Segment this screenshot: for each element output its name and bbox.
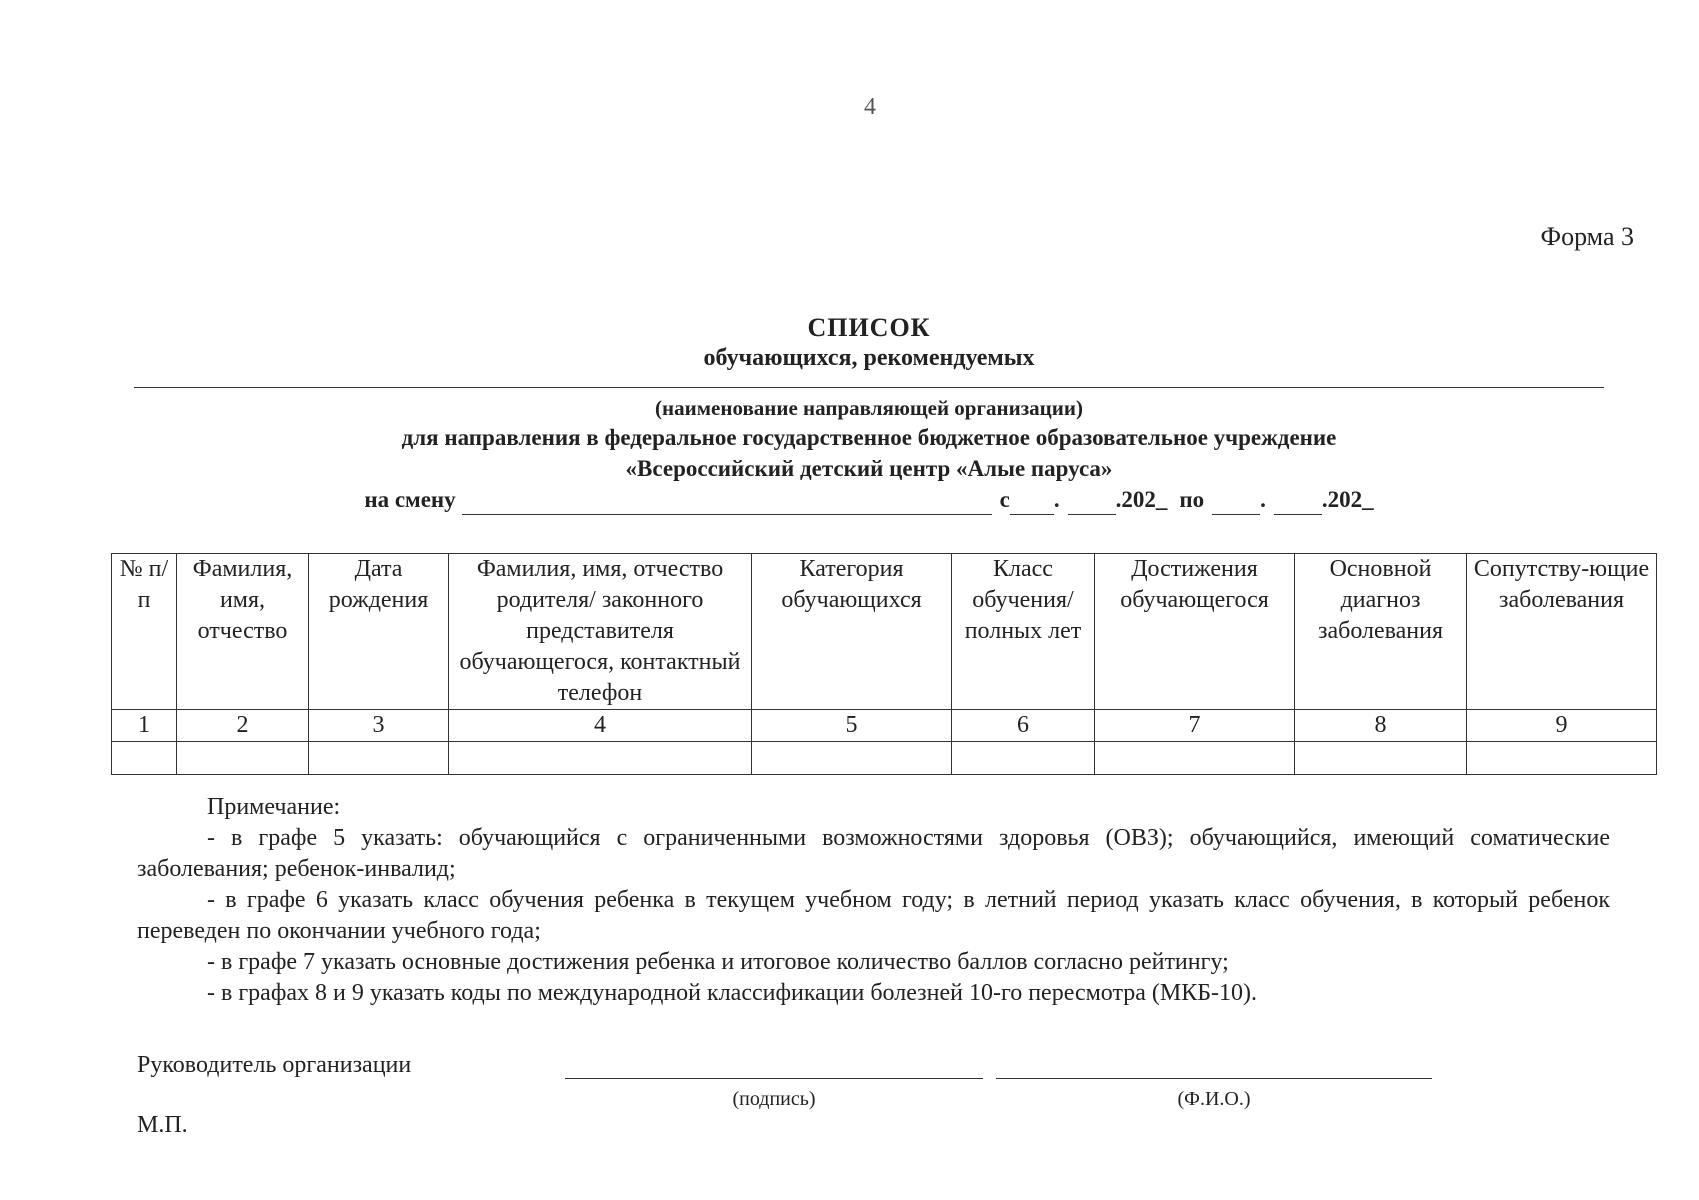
signature-block (137, 1052, 1637, 1182)
col-header-main-diagnosis: Основной диагноз заболевания (1295, 554, 1467, 710)
empty-cell (449, 742, 752, 775)
table-number-row (112, 710, 1657, 742)
table-empty-row (112, 742, 1657, 775)
shift-to-day-blank (1212, 492, 1260, 515)
col-number-cell: 9 (1467, 710, 1657, 742)
shift-row (134, 484, 1604, 515)
col-number-cell: 7 (1095, 710, 1295, 742)
signature-caption: (подпись) (732, 1088, 816, 1110)
col-header-comorbidities: Сопутству-ющие заболевания (1467, 554, 1657, 710)
col-header-parent: Фамилия, имя, отчество родителя/ законного представителя обучающегося, контактный телефон (449, 554, 752, 710)
note-section (137, 792, 1610, 1009)
col-header-number: № п/п (112, 554, 177, 710)
col-number-cell: 4 (449, 710, 752, 742)
students-table (111, 553, 1657, 775)
shift-name-blank (462, 492, 992, 515)
col-number-cell: 8 (1295, 710, 1467, 742)
col-header-class-age: Класс обучения/ полных лет (952, 554, 1095, 710)
col-number-cell: 2 (177, 710, 309, 742)
signature-label: Руководитель организации (137, 1052, 412, 1078)
empty-cell (112, 742, 177, 775)
shift-from-month-blank (1068, 492, 1116, 515)
document-subtitle: обучающихся, рекомендуемых (703, 345, 1035, 371)
shift-from-day-blank (1010, 492, 1054, 515)
table-header-row (112, 554, 1657, 710)
empty-cell (752, 742, 952, 775)
col-number-cell: 5 (752, 710, 952, 742)
empty-cell (177, 742, 309, 775)
empty-cell (1467, 742, 1657, 775)
shift-from-dot: . (1053, 487, 1060, 512)
shift-to-year: .202_ (1321, 487, 1374, 512)
col-header-category: Категория обучающихся (752, 554, 952, 710)
shift-to-month-blank (1274, 492, 1322, 515)
purpose-line-2: «Всероссийский детский центр «Алые паруса» (625, 456, 1113, 481)
page-number: 4 (864, 94, 876, 120)
col-header-full-name: Фамилия, имя, отчество (177, 554, 309, 710)
empty-cell (952, 742, 1095, 775)
empty-cell (1095, 742, 1295, 775)
shift-to-label: по (1179, 487, 1205, 512)
shift-from-year: .202_ (1115, 487, 1168, 512)
signature-line (565, 1078, 983, 1079)
note-item: - в графе 6 указать класс обучения ребенка в текущем учебном году; в летний период указать класс обучения, в который ребенок переведен по окончании учебного года; (137, 887, 1610, 944)
col-number-cell: 6 (952, 710, 1095, 742)
shift-from-label: с (999, 487, 1010, 512)
organization-caption: (наименование направляющей организации) (655, 396, 1083, 420)
document-title: СПИСОК (807, 313, 931, 342)
organization-blank-line (134, 387, 1604, 388)
empty-cell (309, 742, 449, 775)
empty-cell (1295, 742, 1467, 775)
col-header-birth-date: Дата рождения (309, 554, 449, 710)
shift-to-dot: . (1260, 487, 1266, 512)
col-header-achievements: Достижения обучающегося (1095, 554, 1295, 710)
name-line (996, 1078, 1432, 1079)
purpose-line-1: для направления в федеральное государственное бюджетное образовательное учреждение (401, 425, 1337, 450)
name-caption: (Ф.И.О.) (1177, 1088, 1251, 1110)
shift-prefix: на смену (364, 487, 456, 512)
col-number-cell: 3 (309, 710, 449, 742)
col-number-cell: 1 (112, 710, 177, 742)
note-item: - в графах 8 и 9 указать коды по международной классификации болезней 10-го пересмотра (МКБ-10). (207, 980, 1258, 1006)
note-item: - в графе 7 указать основные достижения ребенка и итоговое количество баллов согласно рейтингу; (207, 949, 1229, 975)
form-label: Форма 3 (1540, 222, 1634, 251)
note-item: - в графе 5 указать: обучающийся с ограниченными возможностями здоровья (ОВЗ); обучающийся, имеющий соматические заболевания; ребенок-инвалид; (137, 825, 1610, 882)
stamp-placeholder: М.П. (137, 1112, 188, 1138)
title-block (134, 313, 1604, 515)
note-title: Примечание: (207, 794, 341, 820)
